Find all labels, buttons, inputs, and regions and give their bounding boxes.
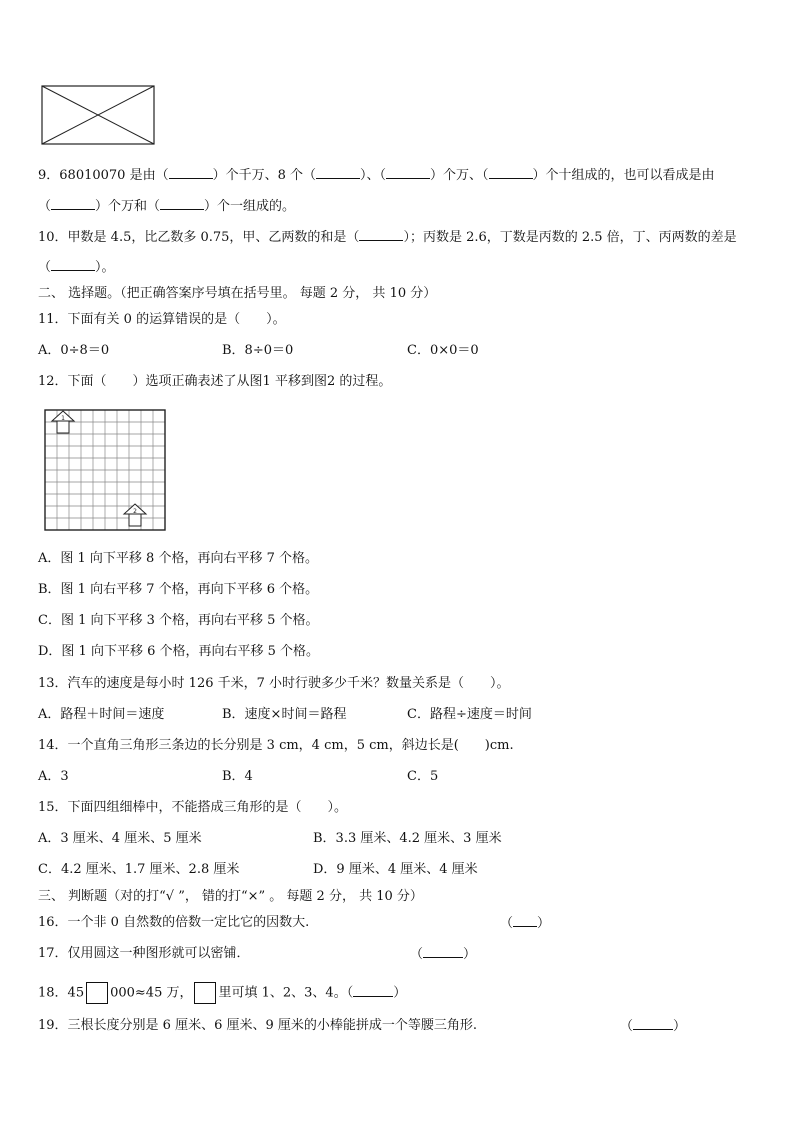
q9-text-d: ）个万、（	[430, 168, 489, 183]
question-11-stem: 11．下面有关 0 的运算错误的是（ ）。	[38, 312, 286, 327]
q10-text-d: ）。	[95, 260, 115, 275]
q12-option-b[interactable]: B．图 1 向右平移 7 个格，再向下平移 6 个格。	[38, 582, 319, 597]
q16-paren-close: ）	[537, 916, 551, 931]
q19-answer-paren[interactable]	[620, 1017, 686, 1036]
translation-grid-figure	[42, 407, 170, 532]
question-10-line-1	[38, 228, 737, 247]
question-18-line	[38, 982, 406, 1004]
q9-blank-6[interactable]	[160, 197, 204, 210]
crossed-rectangle-figure	[40, 84, 156, 146]
q9-text-a: 9．68010070 是由（	[38, 168, 169, 183]
question-14-stem: 14．一个直角三角形三条边的长分别是 3 cm，4 cm，5 cm，斜边长是( )cm.	[38, 738, 514, 753]
q12-option-d[interactable]: D．图 1 向下平移 6 个格，再向右平移 5 个格。	[38, 644, 320, 659]
q12-option-c[interactable]: C．图 1 向下平移 3 个格，再向右平移 5 个格。	[38, 613, 319, 628]
q11-option-a[interactable]: A．0÷8＝0	[38, 343, 110, 358]
question-13-stem: 13．汽车的速度是每小时 126 千米，7 小时行驶多少千米？数量关系是（ ）。	[38, 676, 510, 691]
q16-answer-paren[interactable]	[500, 914, 550, 933]
q9-text-g: ）个万和（	[95, 199, 161, 214]
q9-text-b: ）个千万、8 个（	[212, 168, 316, 183]
question-9-line-1	[38, 166, 715, 185]
q11-option-c[interactable]: C．0×0＝0	[407, 343, 479, 358]
q17-blank[interactable]	[423, 945, 463, 958]
q16-paren-open: （	[500, 916, 514, 931]
question-17-stem: 17．仅用圆这一种图形就可以密铺．	[38, 946, 250, 961]
q14-option-a[interactable]: A．3	[38, 769, 69, 784]
house-figure-1-label: 1	[61, 415, 65, 422]
q9-blank-4[interactable]	[489, 166, 533, 179]
question-9-line-2	[38, 197, 295, 216]
q12-option-a[interactable]: A．图 1 向下平移 8 个格，再向右平移 7 个格。	[38, 551, 318, 566]
q11-option-b[interactable]: B．8÷0＝0	[222, 343, 294, 358]
q9-blank-1[interactable]	[169, 166, 213, 179]
q9-blank-3[interactable]	[386, 166, 430, 179]
q9-blank-2[interactable]	[316, 166, 360, 179]
q10-text-c: （	[38, 260, 52, 275]
q19-paren-close: ）	[673, 1019, 687, 1034]
q17-answer-paren[interactable]	[410, 945, 476, 964]
question-12-stem: 12．下面（ ）选项正确表述了从图1 平移到图2 的过程。	[38, 374, 392, 389]
q15-option-d[interactable]: D．9 厘米、4 厘米、4 厘米	[313, 862, 478, 877]
q18-box-2[interactable]	[194, 982, 216, 1004]
q10-blank-1[interactable]	[359, 228, 403, 241]
q19-paren-open: （	[620, 1019, 634, 1034]
q9-text-c: ）、（	[359, 168, 386, 183]
q9-text-h: ）个一组成的。	[204, 199, 296, 214]
question-10-line-2	[38, 258, 115, 277]
q18-box-1[interactable]	[86, 982, 108, 1004]
q18-blank[interactable]	[353, 984, 393, 997]
q9-text-f: （	[38, 199, 52, 214]
q18-text-b: 000≈45 万，	[110, 985, 193, 1001]
q14-option-b[interactable]: B．4	[222, 769, 253, 784]
q10-blank-2[interactable]	[51, 258, 95, 271]
q14-option-c[interactable]: C．5	[407, 769, 439, 784]
question-15-stem: 15．下面四组细棒中，不能搭成三角形的是（ ）。	[38, 800, 348, 815]
section-2-heading: 二、 选择题。（把正确答案序号填在括号里。 每题 2 分， 共 10 分）	[38, 286, 437, 301]
question-16-stem: 16．一个非 0 自然数的倍数一定比它的因数大.	[38, 915, 310, 930]
q10-text-b: ）；丙数是 2.6，丁数是丙数的 2.5 倍，丁、丙两数的差是	[403, 230, 737, 245]
q18-text-c: 里可填 1、2、3、4。（	[218, 985, 354, 1001]
q13-option-a[interactable]: A．路程＋时间＝速度	[38, 707, 165, 722]
q13-option-c[interactable]: C．路程÷速度＝时间	[407, 707, 532, 722]
house-figure-2-body	[129, 514, 141, 526]
q15-option-c[interactable]: C．4.2 厘米、1.7 厘米、2.8 厘米	[38, 862, 240, 877]
q17-paren-close: ）	[463, 947, 477, 962]
q19-blank[interactable]	[633, 1017, 673, 1030]
q15-option-b[interactable]: B．3.3 厘米、4.2 厘米、3 厘米	[313, 831, 502, 846]
question-19-stem: 19．三根长度分别是 6 厘米、6 厘米、9 厘米的小棒能拼成一个等腰三角形.	[38, 1018, 478, 1033]
q9-text-e: ）个十组成的，也可以看成是由	[532, 168, 715, 183]
q18-text-d: ）	[393, 985, 407, 1001]
q18-text-a: 18．45	[38, 985, 85, 1001]
house-figure-2-label: 2	[133, 508, 137, 515]
section-3-heading: 三、 判断题（对的打“√ ”， 错的打“×” 。 每题 2 分， 共 10 分）	[38, 889, 423, 904]
q13-option-b[interactable]: B．速度×时间＝路程	[222, 707, 347, 722]
q17-paren-open: （	[410, 947, 424, 962]
q16-blank[interactable]	[513, 914, 537, 927]
q10-text-a: 10．甲数是 4.5，比乙数多 0.75，甲、乙两数的和是（	[38, 230, 360, 245]
q9-blank-5[interactable]	[51, 197, 95, 210]
q15-option-a[interactable]: A．3 厘米、4 厘米、5 厘米	[38, 831, 202, 846]
house-figure-1-body	[57, 421, 69, 433]
